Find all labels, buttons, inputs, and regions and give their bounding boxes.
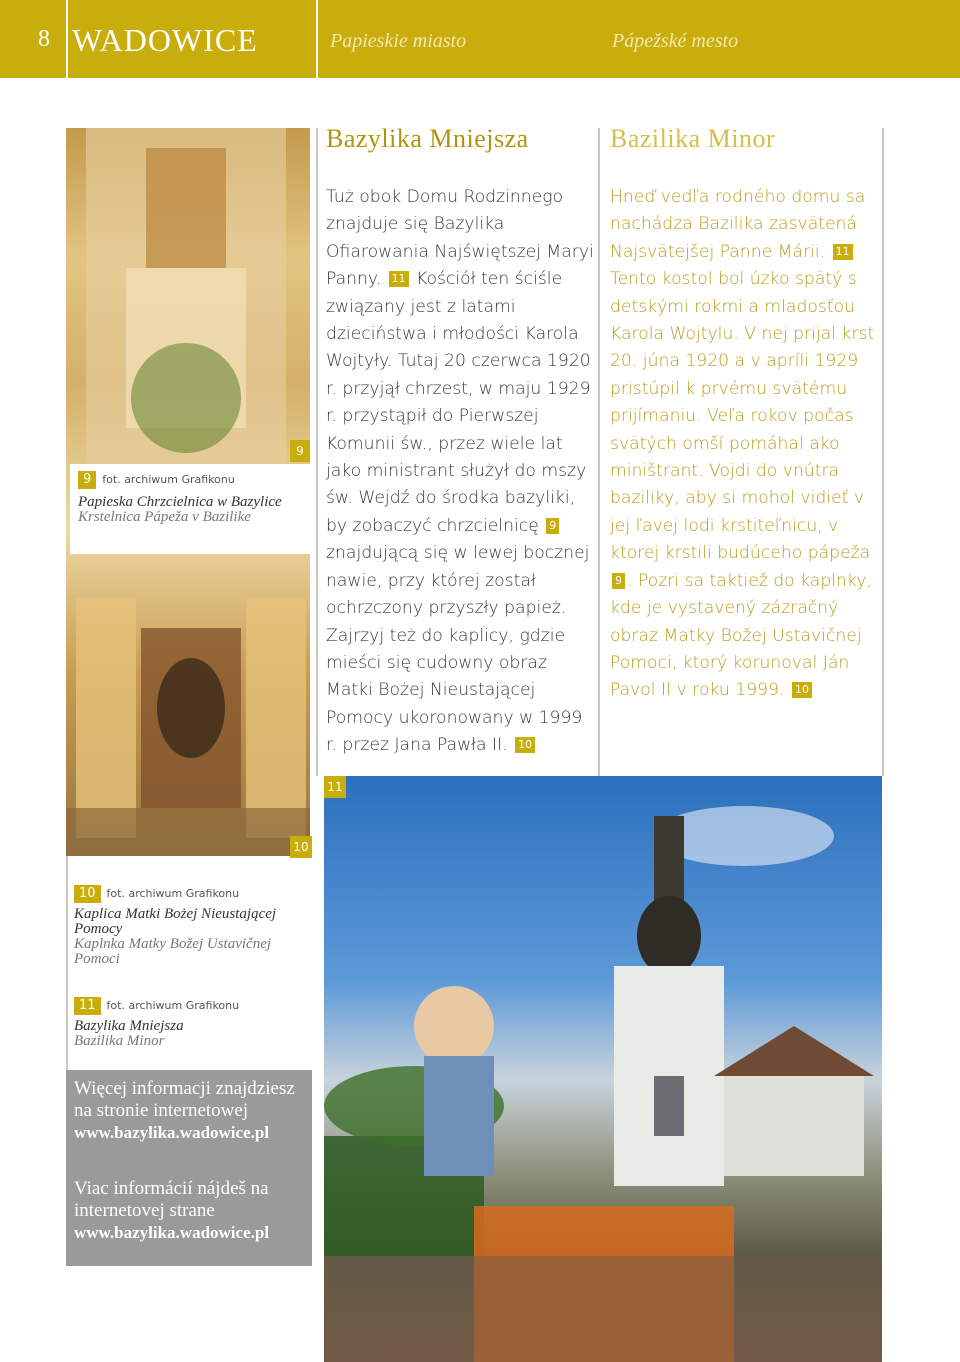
caption-photo-10 xyxy=(74,882,314,967)
photo-credit: fot. archiwum Grafikonu xyxy=(102,473,235,486)
subtitle-pl: Papieskie miasto xyxy=(330,30,467,52)
photo-badge: 9 xyxy=(290,440,310,462)
body-text-pl xyxy=(326,184,594,760)
paragraph: Kościół ten ściśle związany jest z latami dzieciństwa i młodości Karola Wojtyły. Tutaj 20 czerwca 1920 r. przyjął chrzest, w maju 1929 r. przystąpił do Pierwszej Komunii św., przez wiele lat jako ministrant służył do mszy św. Wejdź do środka bazyliki, by zobaczyć chrzcielnicę xyxy=(326,269,591,536)
reference-badge: 10 xyxy=(792,682,812,698)
paragraph: Tento kostol bol úzko spätý s detskými rokmi a mladosťou Karola Wojtylu. V nej prijal krst 20. júna 1920 a v apríli 1929 pristúpil k prvému svätému prijímaniu. Veľa rokov počas svätých omší pomáhal ako miništrant. Vojdi do vnútra baziliky, aby si mohol vidieť v jej ľavej lodi krstiteľnicu, v ktorej krstili budúceho pápeža xyxy=(610,269,875,564)
info-message: Viac informácií nájdeš na internetovej strane xyxy=(74,1178,269,1221)
caption-number: 11 xyxy=(74,997,101,1015)
paragraph: . Pozri sa taktiež do kaplnky, kde je vystavený zázračný obraz Matky Božej Ustavičnej Pomoci, ktorý korunoval Ján Pavol II v roku 1999. xyxy=(610,570,872,701)
website-link[interactable]: www.bazylika.wadowice.pl xyxy=(74,1123,270,1142)
section-heading-sk: Bazilika Minor xyxy=(610,124,776,153)
caption-sk: Krstelnica Pápeža v Bazilike xyxy=(78,509,251,525)
caption-number: 9 xyxy=(78,471,96,489)
caption-number: 10 xyxy=(74,885,101,903)
paragraph: Hneď vedľa rodného domu sa nachádza Bazilika zasvätená Najsvätejšej Panne Márii. xyxy=(610,187,866,262)
caption-pl: Kaplica Matki Bożej Nieustającej Pomocy xyxy=(74,906,277,937)
reference-badge: 11 xyxy=(833,244,853,260)
caption-pl: Papieska Chrzcielnica w Bazylice xyxy=(78,494,282,510)
header-divider xyxy=(66,0,68,78)
reference-badge: 9 xyxy=(612,573,625,589)
body-text-sk xyxy=(610,184,880,705)
photo-badge: 11 xyxy=(324,776,346,798)
subtitle-sk: Pápežské mesto xyxy=(612,30,739,52)
caption-pl: Bazylika Mniejsza xyxy=(74,1018,184,1034)
info-text-sk xyxy=(74,1178,310,1244)
info-message: Więcej informacji znajdziesz na stronie internetowej xyxy=(74,1078,295,1121)
frame-line xyxy=(598,128,600,776)
paragraph: Tuż obok Domu Rodzinnego znajduje się Bazylika Ofiarowania Najświętszej Maryi Panny. xyxy=(326,187,594,290)
info-box xyxy=(66,1070,312,1266)
section-heading-pl: Bazylika Mniejsza xyxy=(326,124,529,153)
frame-line xyxy=(316,128,318,776)
reference-badge: 11 xyxy=(389,271,409,287)
reference-badge: 10 xyxy=(515,737,535,753)
info-text-pl xyxy=(74,1078,310,1144)
caption-sk: Kaplnka Matky Božej Ustavičnej Pomoci xyxy=(74,936,272,967)
town-title: WADOWICE xyxy=(72,22,258,58)
photo-badge: 10 xyxy=(290,836,312,858)
frame-line xyxy=(882,128,884,776)
caption-sk: Bazilika Minor xyxy=(74,1033,165,1049)
website-link[interactable]: www.bazylika.wadowice.pl xyxy=(74,1223,270,1242)
caption-photo-9 xyxy=(70,464,310,554)
paragraph: znajdującą się w lewej bocznej nawie, przy której został ochrzczony przyszły papież. Zajrzyj też do kaplicy, gdzie mieści się cudowny obraz Matki Bożej Nieustającej Pomocy ukoronowany w 1999 r. przez Jana Pawła II. xyxy=(326,543,590,756)
photo-credit: fot. archiwum Grafikonu xyxy=(106,887,240,900)
header-divider xyxy=(316,0,318,78)
photo-basilica-exterior xyxy=(324,776,882,1362)
photo-credit: fot. archiwum Grafikonu xyxy=(106,999,240,1012)
reference-badge: 9 xyxy=(546,518,559,534)
page-number: 8 xyxy=(38,26,50,52)
caption-photo-11 xyxy=(74,994,314,1049)
